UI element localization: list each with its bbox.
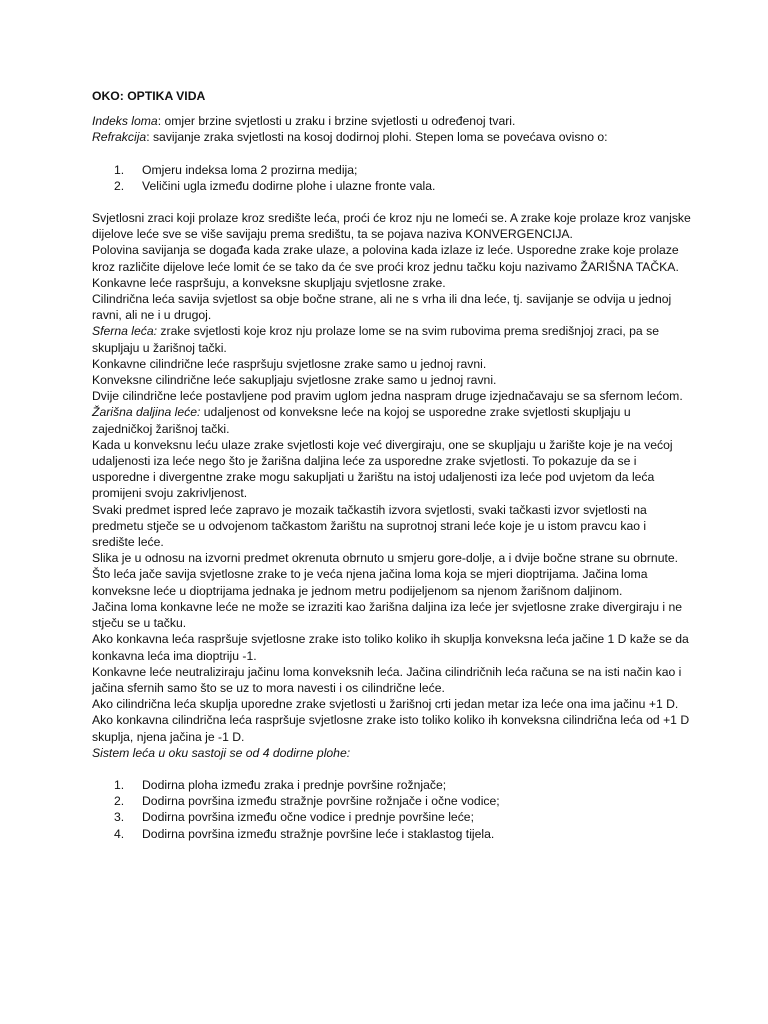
paragraph: Ako konkavna leća raspršuje svjetlosne zrake isto toliko koliko ih skuplja konveksna leća jačine 1 D kaže se da konkavna leća ima dioptriju -1.: [92, 632, 689, 663]
list-number: 4.: [114, 826, 125, 841]
paragraph: Ako konkavna cilindrična leća raspršuje svjetlosne zrake isto toliko koliko ih konveksna cilindrična leća od +1 D skuplja, njena jačina je -1 D.: [92, 713, 690, 744]
document-body: [92, 88, 692, 842]
paragraph: Polovina savijanja se događa kada zrake ulaze, a polovina kada izlaze iz leće. Usporedne zrake koje prolaze kroz različite dijelove leće lomit će se tako da će sve proći kroz jednu tačku koju nazivamo ŽARIŠNA TAČKA.: [92, 243, 679, 274]
paragraph-term: Sferna leća:: [92, 324, 158, 339]
paragraph: Ako cilindrična leća skuplja uporedne zrake svjetlosti u žarišnoj crti jedan metar iza leće ona ima jačinu +1 D.: [92, 697, 679, 712]
paragraph: Kada u konveksnu leću ulaze zrake svjetlosti koje već divergiraju, one se skupljaju u žarište koje je na većoj udaljenosti iza leće nego što je žarišna daljina leće za usporedne zrake svjetlosti. To pokazuje da se i usporedne i divergentne zrake mogu sakupljati u žarištu na istoj udaljenosti iza leće pod uvjetom da leća promijeni svoju zakrivljenost.: [92, 437, 673, 501]
list-number: 1.: [114, 777, 125, 792]
list-item: [92, 793, 692, 809]
list-number: 3.: [114, 810, 125, 825]
definition-text: : omjer brzine svjetlosti u zraku i brzine svjetlosti u određenoj tvari.: [157, 114, 516, 129]
list-item: [92, 162, 692, 178]
list-text: Dodirna površina između očne vodice i prednje površine leće;: [142, 810, 474, 825]
definition-term: Indeks loma: [92, 114, 158, 129]
list-text: Veličini ugla između dodirne plohe i ulazne fronte vala.: [142, 178, 436, 193]
paragraph: Konkavne leće raspršuju, a konveksne skupljaju svjetlosne zrake.: [92, 275, 446, 290]
paragraph: Konkavne leće neutraliziraju jačinu loma konveksnih leća. Jačina cilindričnih leća računa se na isti način kao i jačina sfernih samo što se uz to mora navesti i os cilindrične leće.: [92, 664, 682, 695]
paragraph-text: zrake svjetlosti koje kroz nju prolaze lome se na svim rubovima prema središnjoj zraci, pa se skupljaju u žarišnoj tački.: [92, 324, 659, 355]
paragraph: Konkavne cilindrične leće raspršuju svjetlosne zrake samo u jednoj ravni.: [92, 356, 487, 371]
paragraph-text: udaljenost od konveksne leće na kojoj se usporedne zrake svjetlosti skupljaju u zajedničkoj žarišnoj tački.: [92, 405, 631, 436]
refraction-factors-list: [92, 162, 692, 194]
list-text: Omjeru indeksa loma 2 prozirna medija;: [142, 162, 358, 177]
definition-refrakcija: [92, 129, 692, 145]
paragraph: Slika je u odnosu na izvorni predmet okrenuta obrnuto u smjeru gore-dolje, a i dvije bočne strane su obrnute.: [92, 551, 679, 566]
list-text: Dodirna površina između stražnje površine rožnjače i očne vodice;: [142, 794, 500, 809]
paragraph-term: Žarišna daljina leće:: [92, 405, 201, 420]
list-number: 2.: [114, 178, 125, 193]
paragraph: Svaki predmet ispred leće zapravo je mozaik tačkastih izvora svjetlosti, svaki tačkasti izvor svjetlosti na predmetu stječe se u odvojenom tačkastom žarištu na suprotnoj strani leće koje je u istom pravcu kao i središte leće.: [92, 502, 647, 550]
paragraph: Dvije cilindrične leće postavljene pod pravim uglom jedna naspram druge izjednačavaju se sa sfernom lećom.: [92, 389, 683, 404]
paragraph: Jačina loma konkavne leće ne može se izraziti kao žarišna daljina iza leće jer svjetlosne zrake divergiraju i ne stječu se u tačku.: [92, 599, 683, 631]
paragraph: [92, 404, 692, 436]
paragraph: Svjetlosni zraci koji prolaze kroz središte leća, proći će kroz nju ne lomeći se. A zrake koje prolaze kroz vanjske dijelove leće sve se više savijaju prema središtu, ta se pojava naziva KONVERGENCIJA.: [92, 211, 691, 242]
paragraph: Konveksne cilindrične leće sakupljaju svjetlosne zrake samo u jednoj ravni.: [92, 373, 497, 388]
page-title: OKO: OPTIKA VIDA: [92, 89, 206, 103]
list-item: [92, 809, 692, 825]
section-intro: Sistem leća u oku sastoji se od 4 dodirne plohe:: [92, 745, 351, 760]
list-item: [92, 777, 692, 793]
list-number: 2.: [114, 794, 125, 809]
list-item: [92, 826, 692, 842]
list-text: Dodirna ploha između zraka i prednje površine rožnjače;: [142, 777, 447, 792]
paragraph: [92, 323, 692, 355]
paragraph: Što leća jače savija svjetlosne zrake to je veća njena jačina loma koja se mjeri dioptrijama. Jačina loma konveksne leće u dioptrijama jednaka je jednom metru podijeljenom sa njenom žarišnom daljinom.: [92, 567, 648, 598]
definition-text: : savijanje zraka svjetlosti na kosoj dodirnoj plohi. Stepen loma se povećava ovisno o:: [146, 130, 608, 145]
list-item: [92, 178, 692, 194]
definition-indeks-loma: [92, 113, 692, 129]
definition-term: Refrakcija: [92, 130, 147, 145]
list-text: Dodirna površina između stražnje površine leće i staklastog tijela.: [142, 826, 495, 841]
eye-surfaces-list: [92, 777, 692, 842]
list-number: 1.: [114, 162, 125, 177]
paragraph: Cilindrična leća savija svjetlost sa obje bočne strane, ali ne s vrha ili dna leće, tj. savijanje se odvija u jednoj ravni, ali ne i u drugoj.: [92, 292, 672, 323]
